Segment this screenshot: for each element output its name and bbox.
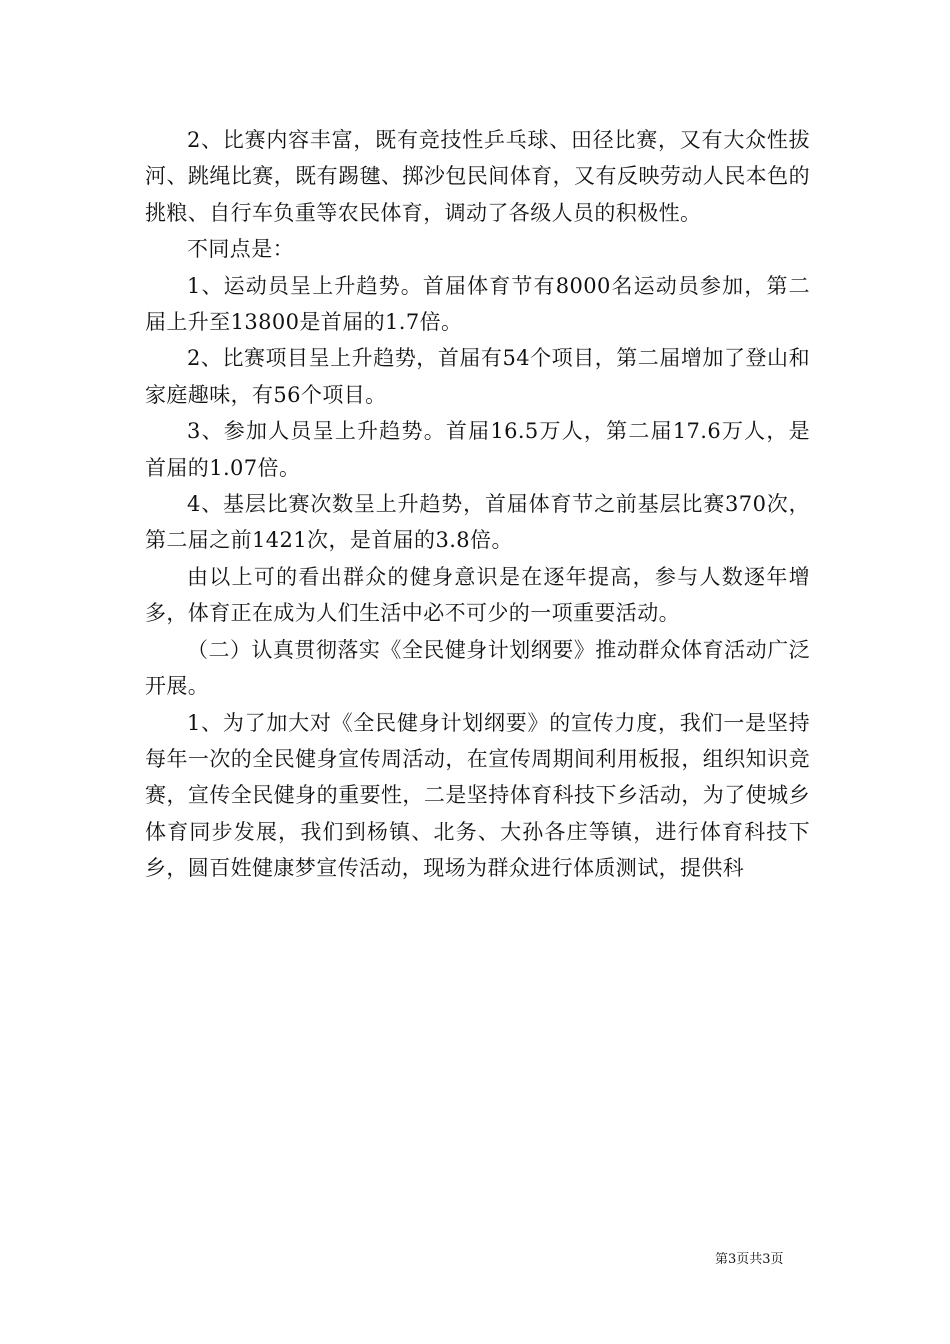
section-heading-fitness-plan: （二）认真贯彻落实《全民健身计划纲要》推动群众体育活动广泛开展。 — [145, 637, 810, 699]
document-body — [145, 122, 810, 887]
paragraph-conclusion: 由以上可的看出群众的健身意识是在逐年提高，参与人数逐年增多，体育正在成为人们生活中必不可少的一项重要活动。 — [145, 564, 810, 626]
paragraph-athletes-trend: 1、运动员呈上升趋势。首届体育节有8000名运动员参加，第二届上升至13800是首届的1.7倍。 — [145, 273, 810, 335]
paragraph-differences-heading: 不同点是： — [187, 237, 294, 262]
paragraph-grassroots-trend: 4、基层比赛次数呈上升趋势，首届体育节之前基层比赛370次，第二届之前1421次，是首届的3.8倍。 — [145, 492, 810, 553]
paragraph-participants-trend: 3、参加人员呈上升趋势。首届16.5万人，第二届17.6万人，是首届的1.07倍。 — [145, 419, 810, 480]
paragraph-competition-content: 2、比赛内容丰富，既有竞技性乒乓球、田径比赛，又有大众性拔河、跳绳比赛，既有踢毽、掷沙包民间体育，又有反映劳动人民本色的挑粮、自行车负重等农民体育，调动了各级人员的积极性。 — [145, 128, 810, 225]
paragraph-events-trend: 2、比赛项目呈上升趋势，首届有54个项目，第二届增加了登山和家庭趣味，有56个项目。 — [145, 346, 810, 407]
page-number-footer: 第3页共3页 — [715, 1252, 784, 1267]
paragraph-publicity-efforts: 1、为了加大对《全民健身计划纲要》的宣传力度，我们一是坚持每年一次的全民健身宣传周活动，在宣传周期间利用板报，组织知识竞赛，宣传全民健身的重要性，二是坚持体育科技下乡活动，为了使城乡体育同步发展，我们到杨镇、北务、大孙各庄等镇，进行体育科技下乡，圆百姓健康梦宣传活动，现场为群众进行体质测试，提供科 — [145, 710, 810, 881]
